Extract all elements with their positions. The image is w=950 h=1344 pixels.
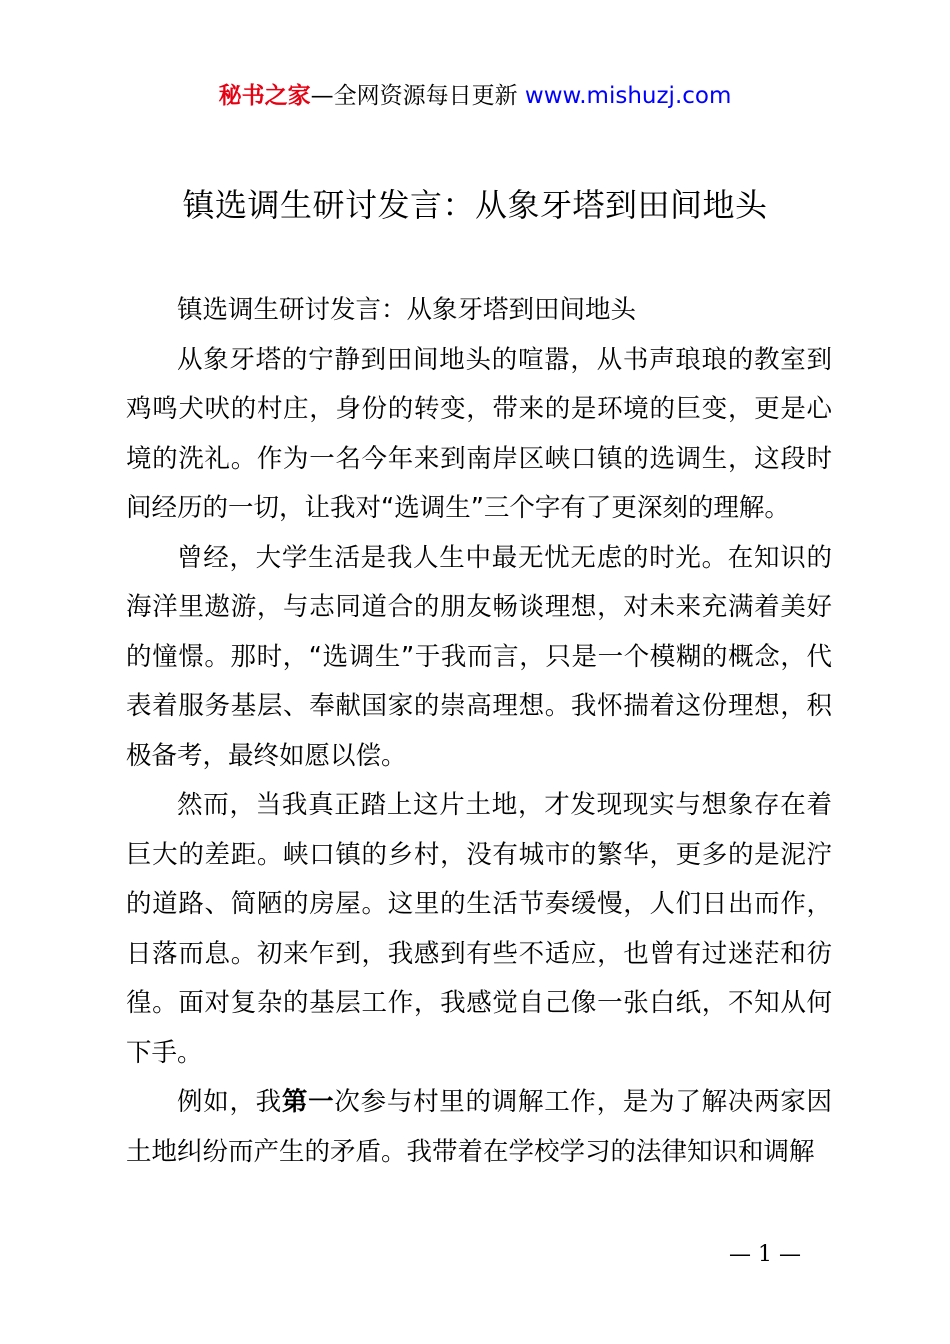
document-title: 镇选调生研讨发言：从象牙塔到田间地头 xyxy=(182,186,768,224)
site-header xyxy=(0,80,950,112)
body-paragraph: 从象牙塔的宁静到田间地头的喧嚣，从书声琅琅的教室到鸡鸣犬吠的村庄，身份的转变，带来的是环境的巨变，更是心境的洗礼。作为一名今年来到南岸区峡口镇的选调生，这段时间经历的一切，让我对“选调生”三个字有了更深刻的理解。 xyxy=(126,344,832,523)
document-body xyxy=(126,286,832,1177)
body-paragraph: 然而，当我真正踏上这片土地，才发现现实与想象存在着巨大的差距。峡口镇的乡村，没有城市的繁华，更多的是泥泞的道路、简陋的房屋。这里的生活节奏缓慢，人们日出而作，日落而息。初来乍到，我感到有些不适应，也曾有过迷茫和彷徨。面对复杂的基层工作，我感觉自己像一张白纸，不知从何下手。 xyxy=(126,790,832,1068)
body-paragraph: 曾经，大学生活是我人生中最无忧无虑的时光。在知识的海洋里遨游，与志同道合的朋友畅谈理想，对未来充满着美好的憧憬。那时，“选调生”于我而言，只是一个模糊的概念，代表着服务基层、奉献国家的崇高理想。我怀揣着这份理想，积极备考，最终如愿以偿。 xyxy=(126,542,832,771)
paragraph-text: 次参与村里的调解工作，是为了解决两家因土地纠纷而产生的矛盾。我带着在学校学习的法律知识和调解 xyxy=(126,1087,832,1167)
body-paragraph-last xyxy=(126,1078,832,1177)
bold-text: 第一 xyxy=(281,1087,335,1117)
body-paragraph: 镇选调生研讨发言：从象牙塔到田间地头 xyxy=(177,295,637,325)
page-number: — 1 — xyxy=(729,1242,801,1267)
site-url-link[interactable]: www.mishuzj.com xyxy=(524,83,732,109)
site-slogan: —全网资源每日更新 xyxy=(310,83,518,109)
paragraph-text: 例如，我 xyxy=(177,1087,282,1117)
site-brand: 秘书之家 xyxy=(218,83,311,109)
